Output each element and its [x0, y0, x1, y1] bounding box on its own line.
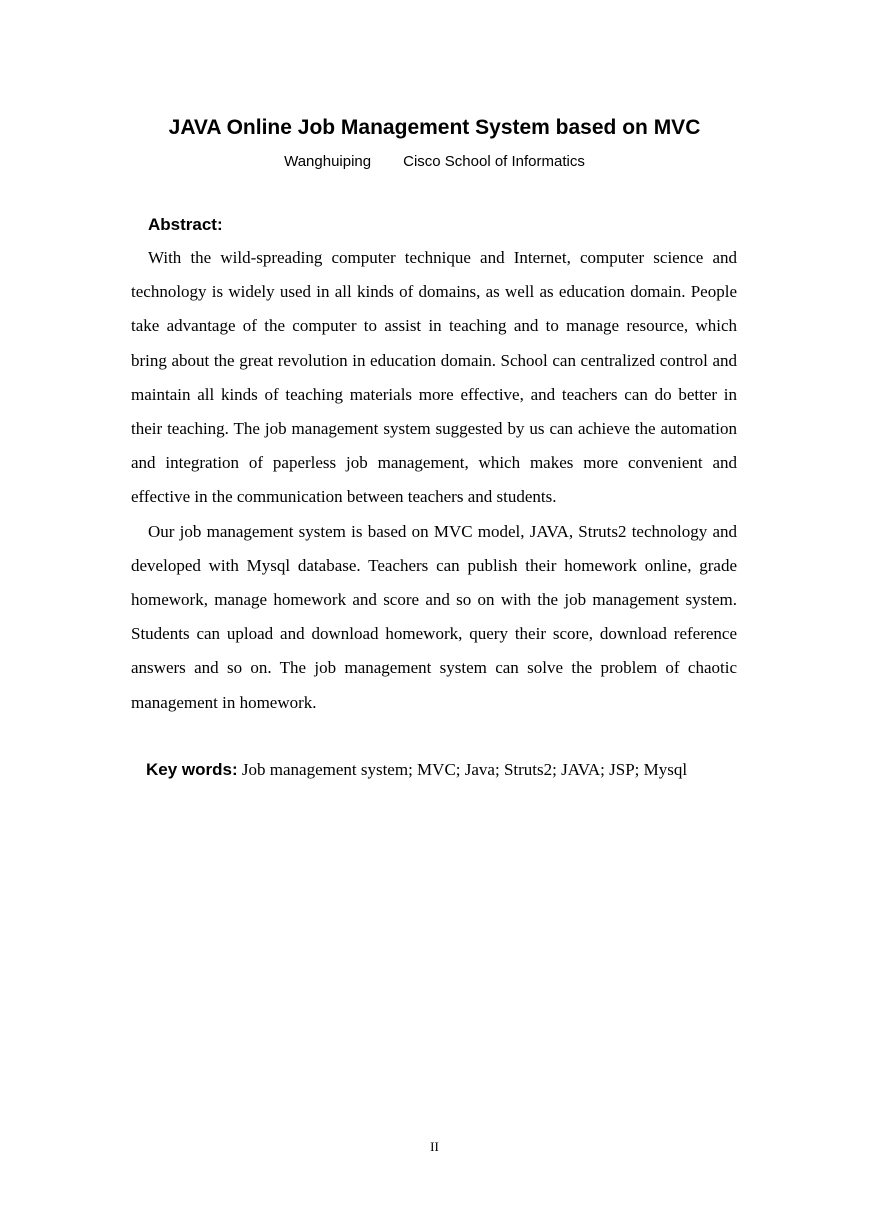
paper-title: JAVA Online Job Management System based on MVC	[168, 116, 701, 139]
author-name: Wanghuiping	[284, 153, 372, 170]
keywords-line	[146, 758, 786, 782]
abstract-paragraph: With the wild-spreading computer technique and Internet, computer science and technology is widely used in all kinds of domains, as well as education domain. People take advantage of the computer to assist in teaching and to manage resource, which bring about the great revolution in education domain. School can centralized control and maintain all kinds of teaching materials more effective, and teachers can do better in their teaching. The job management system suggested by us can achieve the automation and integration of paperless job management, which makes more convenient and effective in the communication between teachers and students.	[131, 248, 737, 507]
keywords-label: Key words:	[146, 760, 238, 779]
abstract-paragraph: Our job management system is based on MVC model, JAVA, Struts2 technology and developed with Mysql database. Teachers can publish their homework online, grade homework, manage homework and score and so on with the job management system. Students can upload and download homework, query their score, download reference answers and so on. The job management system can solve the problem of chaotic management in homework.	[131, 521, 737, 712]
keywords-text: Job management system; MVC; Java; Struts2; JAVA; JSP; Mysql	[241, 760, 688, 779]
abstract-body	[131, 241, 737, 720]
abstract-heading: Abstract:	[148, 215, 223, 234]
author-line	[0, 152, 869, 172]
page-number: II	[430, 1139, 439, 1154]
author-affiliation: Cisco School of Informatics	[403, 153, 585, 170]
